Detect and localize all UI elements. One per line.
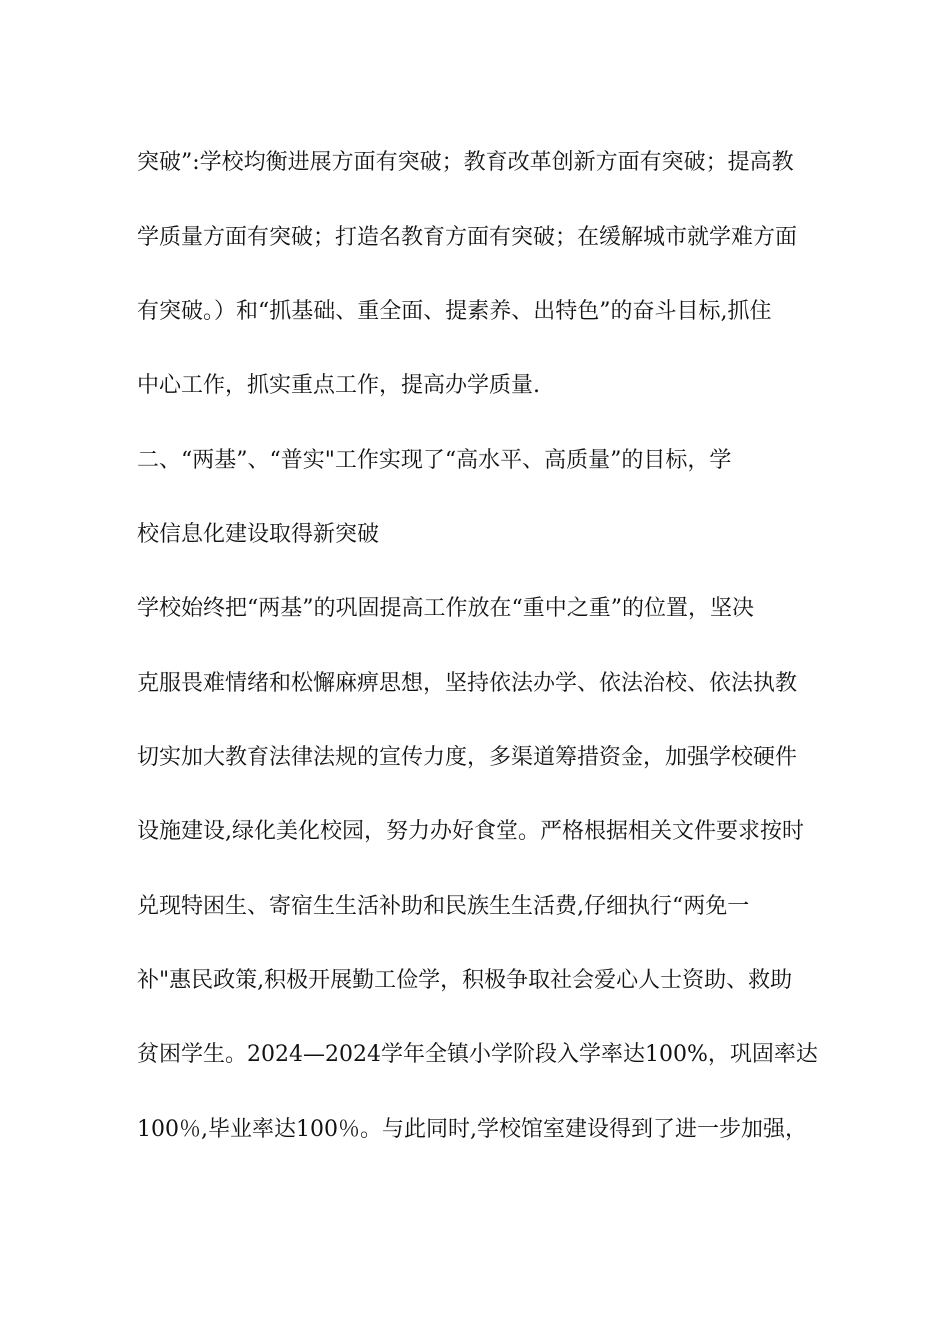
paragraph-line: 补"惠民政策,积极开展勤工俭学，积极争取社会爱心人士资助、救助: [137, 968, 793, 993]
section-heading-line: 校信息化建设取得新突破: [137, 522, 380, 547]
paragraph-line: 切实加大教育法律法规的宣传力度，多渠道筹措资金，加强学校硬件: [137, 745, 798, 770]
paragraph-line: 克服畏难情绪和松懈麻痹思想，坚持依法办学、依法治校、依法执教: [137, 671, 798, 696]
paragraph-line: 有突破。）和“抓基础、重全面、提素养、出特色”的奋斗目标,抓住: [137, 299, 772, 324]
paragraph-line: 兑现特困生、寄宿生生活补助和民族生生活费,仔细执行“两免一: [137, 894, 750, 919]
paragraph-line: 学质量方面有突破；打造名教育方面有突破；在缓解城市就学难方面: [137, 225, 798, 250]
paragraph-line: 设施建设,绿化美化校园，努力办好食堂。严格根据相关文件要求按时: [137, 819, 804, 844]
paragraph-line: 中心工作，抓实重点工作，提高办学质量.: [137, 373, 540, 398]
section-heading-line: 二、“两基”、“普实"工作实现了“高水平、高质量”的目标，学: [137, 448, 732, 473]
paragraph-line: 学校始终把“两基”的巩固提高工作放在“重中之重”的位置，坚决: [137, 596, 754, 621]
paragraph-line: 贫困学生。2024—2024学年全镇小学阶段入学率达100%，巩固率达: [137, 1042, 818, 1067]
paragraph-line: 100％,毕业率达100％。与此同时,学校馆室建设得到了进一步加强，: [137, 1117, 807, 1142]
paragraph-line: 突破”:学校均衡进展方面有突破；教育改革创新方面有突破；提高教: [137, 150, 794, 175]
